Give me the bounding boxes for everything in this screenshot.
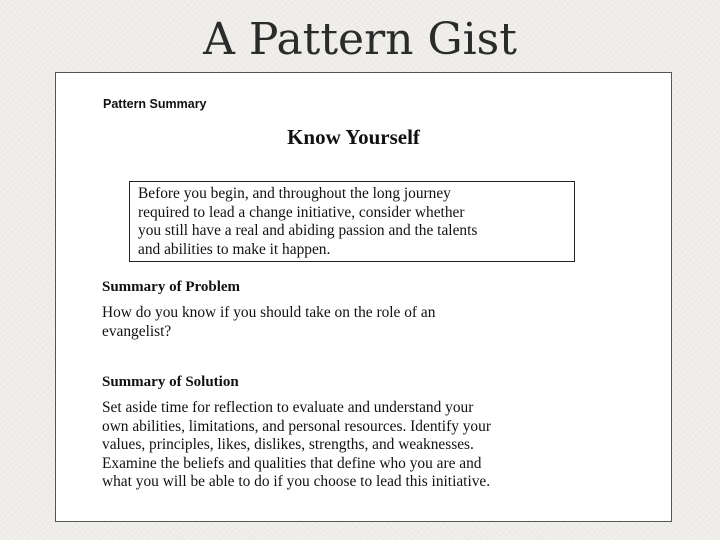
solution-heading: Summary of Solution <box>102 374 239 390</box>
intent-line: required to lead a change initiative, consider whether <box>138 203 465 221</box>
solution-line: values, principles, likes, dislikes, strengths, and weaknesses. <box>102 436 474 453</box>
solution-text <box>102 399 602 492</box>
document-header: Pattern Summary <box>103 97 207 111</box>
problem-line: evangelist? <box>102 322 172 340</box>
solution-line: Set aside time for reflection to evaluate and understand your <box>102 399 474 416</box>
intent-line: Before you begin, and throughout the long journey <box>138 185 451 202</box>
intent-line: you still have a real and abiding passion and the talents <box>138 222 478 239</box>
problem-line: How do you know if you should take on the role of an <box>102 304 436 321</box>
problem-text <box>102 304 602 341</box>
solution-line: own abilities, limitations, and personal resources. Identify your <box>102 417 491 435</box>
problem-heading: Summary of Problem <box>102 279 241 295</box>
slide-title: A Pattern Gist <box>203 14 517 65</box>
solution-line: what you will be able to do if you choose to lead this initiative. <box>102 473 491 490</box>
intent-line: and abilities to make it happen. <box>138 240 331 258</box>
pattern-name: Know Yourself <box>287 125 420 149</box>
pattern-document <box>55 72 672 522</box>
solution-line: Examine the beliefs and qualities that define who you are and <box>102 454 482 472</box>
intent-box <box>129 181 575 262</box>
